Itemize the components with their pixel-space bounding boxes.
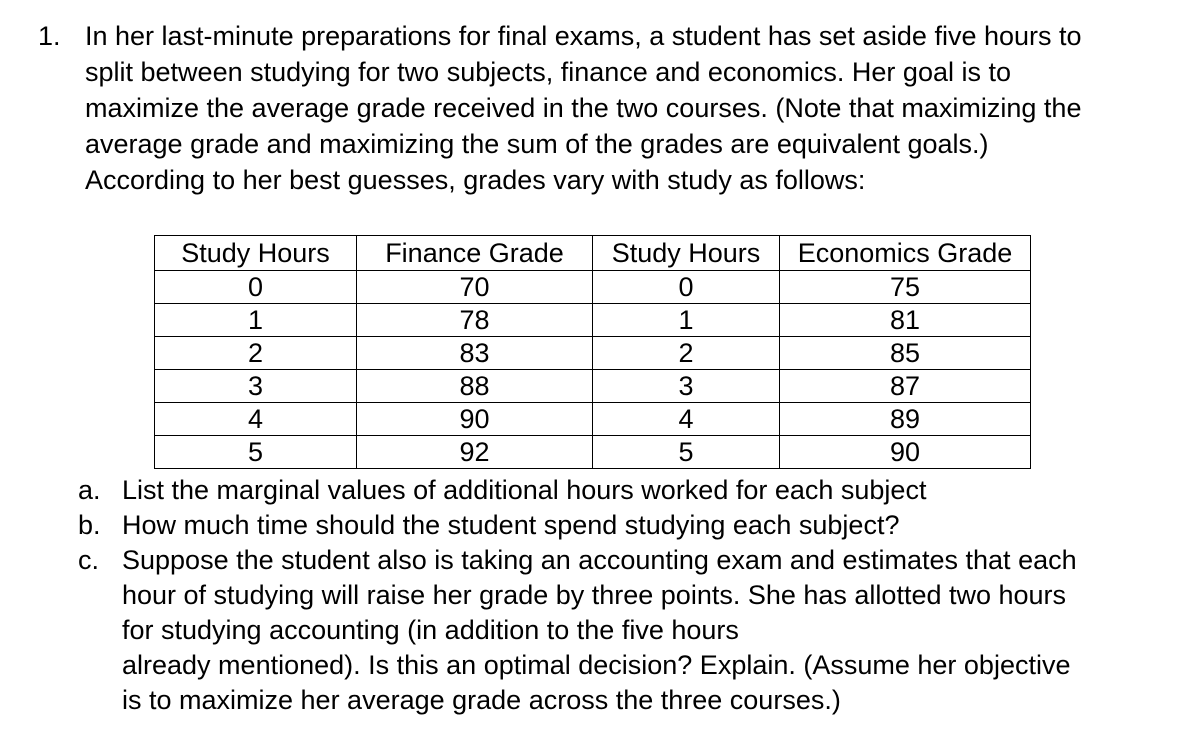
table-cell: 5 (155, 436, 357, 469)
part-line: How much time should the student spend studying each subject? (122, 510, 900, 540)
table-cell: 78 (357, 304, 593, 337)
part-letter: c. (78, 545, 100, 575)
table-row (155, 403, 1031, 436)
table-cell: 70 (357, 271, 593, 304)
table-cell: 0 (593, 271, 780, 304)
part-line: List the marginal values of additional hours worked for each subject (122, 475, 927, 505)
table-cell: 3 (593, 370, 780, 403)
table-cell: 87 (780, 370, 1031, 403)
question-number: 1. (38, 21, 61, 51)
intro-line: maximize the average grade received in the two courses. (Note that maximizing the (85, 93, 1082, 123)
header-finance-grade: Finance Grade (357, 236, 593, 271)
table-cell: 1 (155, 304, 357, 337)
part-line: for studying accounting (in addition to the five hours (122, 615, 739, 645)
part-c (78, 543, 1178, 718)
grades-table (154, 235, 1031, 469)
header-finance-study-hours: Study Hours (155, 236, 357, 271)
part-line: hour of studying will raise her grade by three points. She has allotted two hours (122, 580, 1067, 610)
table-cell: 1 (593, 304, 780, 337)
table-cell: 90 (357, 403, 593, 436)
table-cell: 89 (780, 403, 1031, 436)
table-cell: 83 (357, 337, 593, 370)
question-intro (85, 18, 1165, 198)
question-parts (78, 473, 1178, 718)
intro-line: split between studying for two subjects, finance and economics. Her goal is to (85, 57, 1011, 87)
table-cell: 75 (780, 271, 1031, 304)
table-row (155, 370, 1031, 403)
table-cell: 4 (155, 403, 357, 436)
intro-line: average grade and maximizing the sum of the grades are equivalent goals.) (85, 129, 989, 159)
table-cell: 90 (780, 436, 1031, 469)
table-cell: 3 (155, 370, 357, 403)
table-header-row (155, 236, 1031, 271)
header-economics-study-hours: Study Hours (593, 236, 780, 271)
table-row (155, 337, 1031, 370)
table-cell: 4 (593, 403, 780, 436)
table-cell: 81 (780, 304, 1031, 337)
intro-line: In her last-minute preparations for final exams, a student has set aside five hours to (85, 21, 1082, 51)
table-cell: 92 (357, 436, 593, 469)
part-b (78, 508, 1178, 543)
table-cell: 2 (155, 337, 357, 370)
header-economics-grade: Economics Grade (780, 236, 1031, 271)
table-row (155, 436, 1031, 469)
table-cell: 88 (357, 370, 593, 403)
part-letter: b. (78, 510, 101, 540)
table-cell: 2 (593, 337, 780, 370)
part-letter: a. (78, 475, 101, 505)
table-row (155, 304, 1031, 337)
intro-line: According to her best guesses, grades vary with study as follows: (85, 165, 866, 195)
part-line: already mentioned). Is this an optimal decision? Explain. (Assume her objective (122, 650, 1071, 680)
table-row (155, 271, 1031, 304)
table-cell: 5 (593, 436, 780, 469)
part-line: Suppose the student also is taking an accounting exam and estimates that each (122, 545, 1077, 575)
table-cell: 0 (155, 271, 357, 304)
part-a (78, 473, 1178, 508)
table-cell: 85 (780, 337, 1031, 370)
part-line: is to maximize her average grade across the three courses.) (122, 685, 841, 715)
